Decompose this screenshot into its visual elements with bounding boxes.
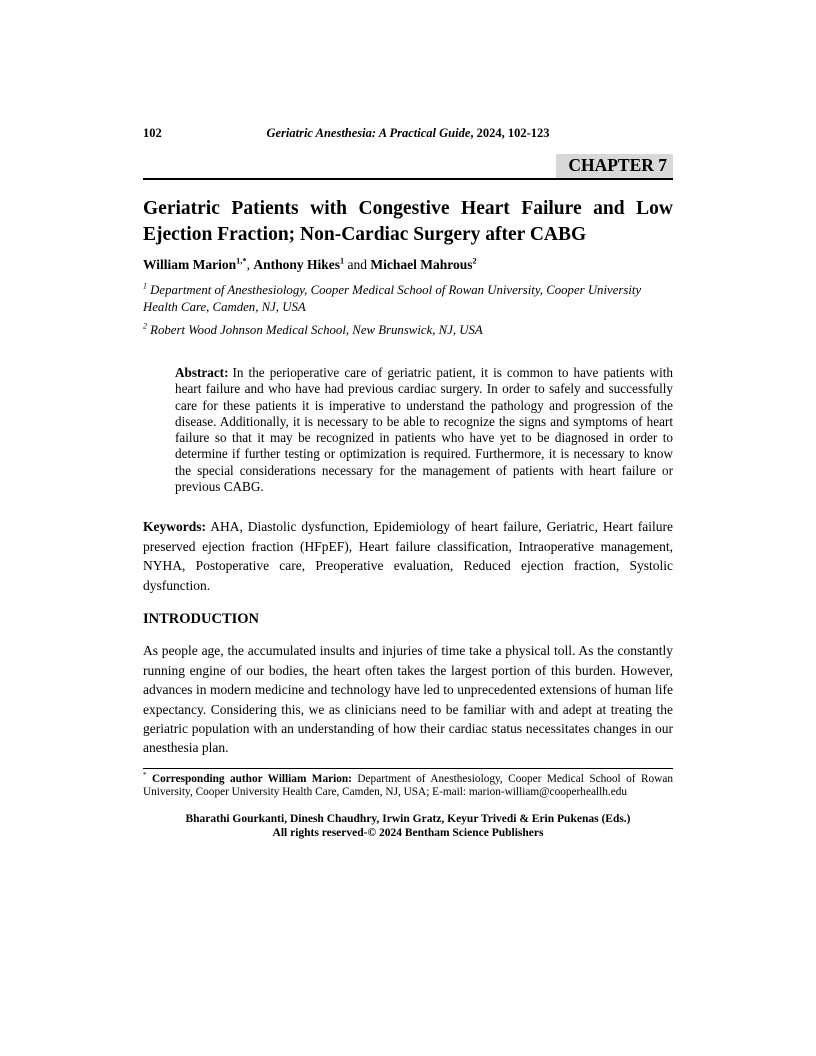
abstract [175, 365, 673, 495]
keywords [143, 517, 673, 595]
keywords-text: AHA, Diastolic dysfunction, Epidemiology of heart failure, Geriatric, Heart failure preserved ejection fraction (HFpEF), Heart failure classification, Intraoperative management, NYHA, Postoperative care, Preoperative evaluation, Reduced ejection fraction, Systolic dysfunction. [143, 519, 673, 593]
rights-line: All rights reserved-© 2024 Bentham Science Publishers [272, 827, 544, 840]
affiliation-text: Robert Wood Johnson Medical School, New Brunswick, NJ, USA [146, 323, 483, 337]
affiliation-superscript: 2 [143, 321, 147, 331]
author-superscript: 2 [472, 256, 477, 266]
footnote-marker: * [143, 771, 147, 780]
keywords-label: Keywords: [143, 519, 206, 535]
footnote-text: Department of Anesthesiology, Cooper Medical School of Rowan University, Cooper University Health Care, Camden, NJ, USA; E-mail: marion-william@cooperheallh.edu [143, 772, 673, 799]
corresponding-author-footnote [143, 773, 673, 800]
article-title: Geriatric Patients with Congestive Heart Failure and Low Ejection Fraction; Non-Cardiac Surgery after CABG [143, 198, 673, 245]
author-name: William Marion [143, 257, 237, 272]
page-number: 102 [143, 126, 162, 140]
abstract-label: Abstract: [175, 365, 229, 380]
section-heading-introduction: INTRODUCTION [143, 611, 260, 628]
author-separator: and [344, 257, 371, 272]
author-name: Michael Mahrous [370, 257, 473, 272]
running-title-rest: , 2024, 102-123 [470, 126, 550, 140]
author-separator: , [246, 257, 254, 272]
running-title-book: Geriatric Anesthesia: A Practical Guide [266, 126, 471, 140]
author-name: Anthony Hikes [253, 257, 340, 272]
editors-line: Bharathi Gourkanti, Dinesh Chaudhry, Irwin Gratz, Keyur Trivedi & Erin Pukenas (Eds.) [185, 813, 631, 826]
affiliation-superscript: 1 [143, 281, 147, 291]
author-superscript: 1,* [236, 256, 247, 266]
imprint [143, 812, 673, 840]
footnote-rule [143, 768, 673, 769]
author-superscript: 1 [339, 256, 345, 266]
intro-paragraph: As people age, the accumulated insults and injuries of time take a physical toll. As the constantly running engine of our bodies, the heart often takes the largest portion of this burden. However, advances in modern medicine and technology have led to unprecedented extensions of human life expectancy. Considering this, we as clinicians need to be familiar with and adept at treating the geriatric population with an understanding of how their cardiac status necessitates changes in our anesthesia plan. [143, 643, 673, 756]
running-head [143, 126, 673, 142]
affiliation [143, 282, 673, 316]
chapter-rule [143, 154, 673, 180]
affiliation-text: Department of Anesthesiology, Cooper Medical School of Rowan University, Cooper University Health Care, Camden, NJ, USA [143, 283, 642, 314]
authors-line [143, 257, 673, 273]
footnote-label: Corresponding author William Marion: [151, 772, 352, 785]
abstract-text: In the perioperative care of geriatric patient, it is common to have patients with heart failure and who have had previous cardiac surgery. In order to safely and successfully care for these patients it is imperative to understand the pathology and progression of the disease. Additionally, it is necessary to be able to recognize the signs and symptoms of heart failure so that it may be recognized in patients who have yet to be diagnosed in order to determine if further testing or optimization is required. Furthermore, it is necessary to know the special considerations necessary for the management of patients with heart failure or previous CABG. [175, 365, 673, 495]
affiliation [143, 322, 673, 339]
running-title [143, 126, 673, 141]
chapter-badge: CHAPTER 7 [556, 154, 673, 178]
